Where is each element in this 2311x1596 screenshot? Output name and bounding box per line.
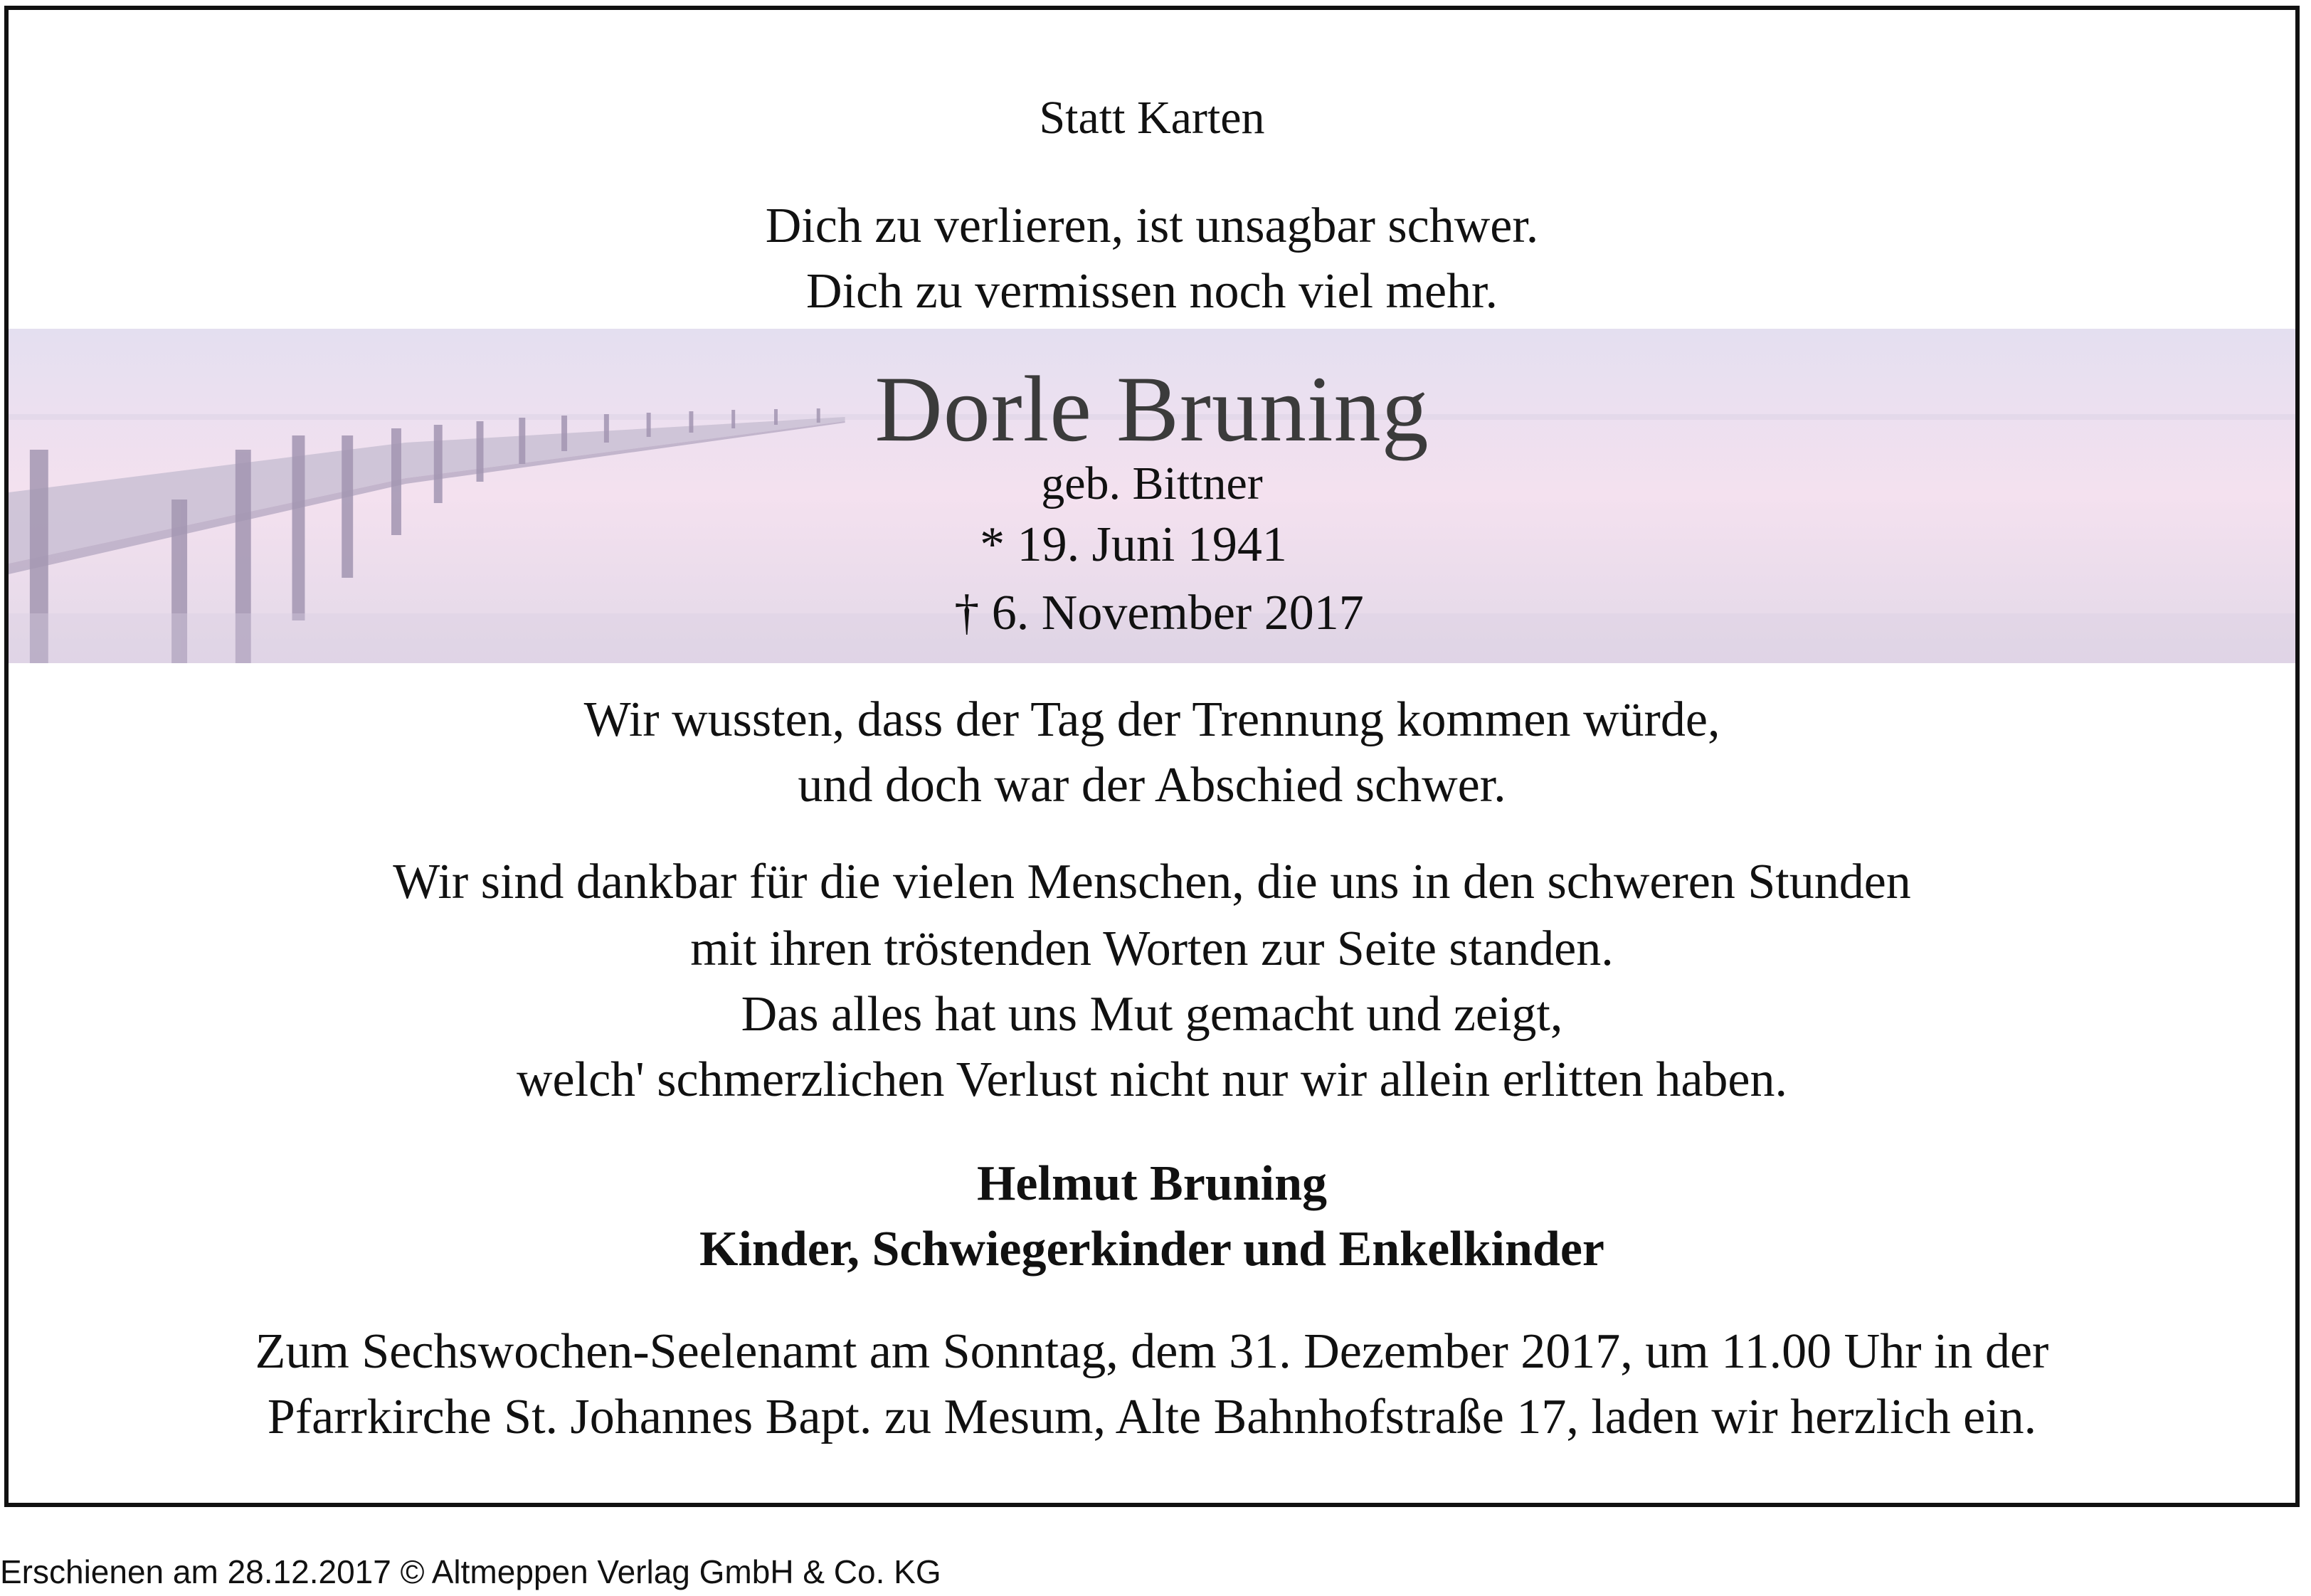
service-line-2: Pfarrkirche St. Johannes Bapt. zu Mesum, Alte Bahnhofstraße 17, laden wir herzlich ein. [267, 1390, 2037, 1444]
service-line-1: Zum Sechswochen-Seelenamt am Sonntag, dem 31. Dezember 2017, um 11.00 Uhr in der [255, 1324, 2049, 1379]
maiden-name: geb. Bittner [1041, 458, 1263, 509]
gratitude-line-3: Das alles hat uns Mut gemacht und zeigt, [741, 987, 1563, 1042]
birth-date: * 19. Juni 1941 [980, 517, 1287, 572]
signatory-family: Kinder, Schwiegerkinder und Enkelkinder [699, 1222, 1604, 1277]
publication-credit: Erschienen am 28.12.2017 © Altmeppen Verlag GmbH & Co. KG [0, 1553, 941, 1590]
gratitude-line-1: Wir sind dankbar für die vielen Menschen, die uns in den schweren Stunden [393, 855, 1911, 909]
parting-line-1: Wir wussten, dass der Tag der Trennung kommen würde, [583, 692, 1720, 747]
obituary-notice [4, 6, 2300, 1507]
verse-line-1: Dich zu verlieren, ist unsagbar schwer. [765, 199, 1539, 253]
gratitude-line-4: welch' schmerzlichen Verlust nicht nur wir allein erlitten haben. [517, 1052, 1787, 1107]
deceased-name: Dorle Bruning [874, 356, 1429, 461]
verse-line-2: Dich zu vermissen noch viel mehr. [806, 264, 1498, 319]
notice-header: Statt Karten [1039, 92, 1265, 144]
parting-line-2: und doch war der Abschied schwer. [798, 758, 1506, 813]
gratitude-line-2: mit ihren tröstenden Worten zur Seite standen. [690, 921, 1614, 976]
death-date: † 6. November 2017 [954, 586, 1364, 640]
signatory-primary: Helmut Bruning [976, 1156, 1328, 1211]
